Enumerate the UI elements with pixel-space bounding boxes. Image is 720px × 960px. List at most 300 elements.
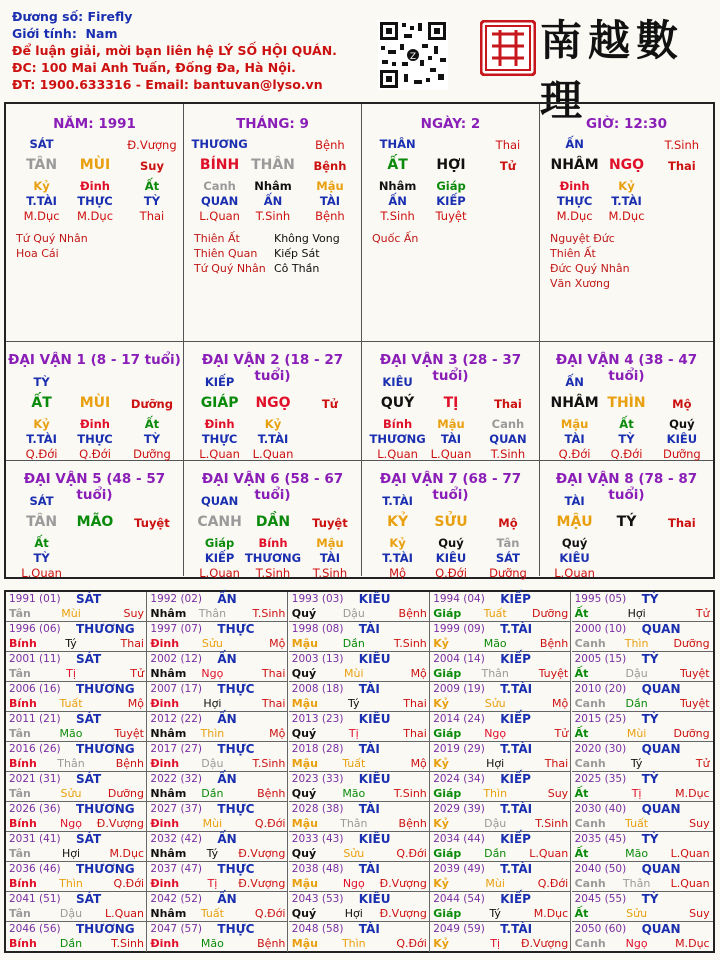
year-cell [6, 922, 147, 952]
year-phase: Mộ [269, 637, 286, 650]
year-cell [572, 652, 713, 682]
pillar-cell [540, 104, 713, 342]
hidden-phase: M.Dục [76, 209, 114, 223]
hidden-phase: L.Quan [21, 566, 62, 580]
year-phase: Thai [261, 697, 286, 710]
year-label: 2021 (31) [9, 773, 61, 785]
year-cell [289, 892, 430, 922]
pillar-stem: ẤT [387, 157, 408, 173]
year-phase: Bệnh [539, 637, 569, 650]
hidden-god: TÀI [440, 432, 462, 446]
year-god: SÁT [76, 832, 102, 846]
year-cell [430, 862, 571, 892]
dai-van-god: TỲ [33, 375, 50, 389]
pillar-stem: Tử [499, 159, 516, 173]
dai-van-stem: Tử [321, 397, 338, 411]
year-cell [6, 622, 147, 652]
hidden-god: ẤN [263, 194, 283, 208]
year-label: 1997 (07) [150, 623, 203, 635]
year-god: THƯƠNG [76, 922, 135, 936]
year-god: THỰC [217, 802, 255, 816]
year-branch: Thân [481, 667, 509, 680]
dai-van-god: T.TÀI [382, 494, 413, 508]
year-god: TỲ [641, 652, 659, 666]
year-god: SÁT [76, 712, 102, 726]
year-god: QUAN [641, 862, 681, 876]
hidden-god: T.TÀI [382, 551, 413, 565]
hidden-god: T.TÀI [26, 194, 57, 208]
pillar-stem: NGỌ [608, 157, 645, 173]
year-cell [147, 922, 288, 952]
year-stem: Bính [9, 637, 37, 650]
year-label: 2028 (38) [291, 803, 344, 815]
dai-van-god: KIẾP [204, 375, 235, 389]
hidden-phase: Dưỡng [489, 566, 527, 580]
year-branch: Tý [630, 757, 643, 770]
chart-grid [4, 102, 715, 579]
year-phase: Đ.Vượng [379, 877, 427, 890]
year-branch: Tị [207, 877, 218, 890]
year-stem: Tân [9, 907, 31, 920]
year-cell [572, 802, 713, 832]
year-cell [430, 652, 571, 682]
year-stem: Giáp [433, 787, 462, 800]
star-item: Không Vong [274, 232, 340, 245]
year-phase: Tuyệt [679, 667, 710, 680]
year-god: TÀI [358, 862, 380, 876]
year-phase: Bệnh [257, 787, 286, 800]
dai-van-stem: SỬU [434, 514, 468, 530]
year-phase: Mộ [410, 757, 427, 770]
year-phase: M.Dục [675, 787, 710, 800]
dai-van-god: ẤN [565, 375, 584, 389]
year-branch: Ngọ [201, 667, 224, 680]
pillar-stem: THÂN [251, 157, 295, 173]
year-phase: Bệnh [398, 817, 427, 830]
year-phase: Suy [689, 907, 710, 920]
year-branch: Tý [489, 907, 501, 920]
year-cell [430, 832, 571, 862]
svg-text:Z: Z [409, 52, 417, 62]
year-god: THƯƠNG [76, 682, 135, 696]
year-branch: Hợi [203, 697, 222, 710]
pillar-cell [184, 104, 362, 342]
year-god: THƯƠNG [76, 802, 135, 816]
year-label: 1994 (04) [433, 593, 485, 605]
year-phase: Bệnh [398, 607, 427, 620]
dai-van-god: KIÊU [382, 375, 413, 389]
pillar-god: ẤN [565, 137, 584, 151]
hidden-phase: T.Sinh [312, 566, 348, 580]
year-label: 2020 (30) [574, 743, 627, 755]
year-god: SÁT [76, 772, 102, 786]
dai-van-title: ĐẠI VẬN 7 (68 - 77 tuổi) [379, 471, 522, 503]
year-cell [147, 712, 288, 742]
year-cell [430, 742, 571, 772]
year-god: KIÊU [358, 772, 391, 786]
year-label: 2045 (55) [574, 893, 627, 905]
dai-van-god: TÀI [564, 494, 585, 508]
year-phase: L.Quan [670, 847, 710, 860]
year-cell [289, 652, 430, 682]
star-list [372, 231, 418, 246]
year-god: QUAN [641, 742, 681, 756]
hidden-god: TỲ [143, 194, 161, 208]
year-cell [430, 682, 571, 712]
year-stem: Ất [574, 907, 589, 920]
year-branch: Dần [484, 847, 507, 860]
year-branch: Thân [198, 607, 227, 620]
dai-van-cell [184, 461, 362, 580]
year-cell [6, 742, 147, 772]
hidden-stem: Bính [258, 536, 288, 550]
year-branch: Mùi [626, 727, 647, 740]
year-stem: Kỷ [433, 817, 449, 830]
year-label: 1996 (06) [9, 623, 61, 635]
year-branch: Thân [622, 877, 651, 890]
year-cell [289, 922, 430, 952]
year-god: KIÊU [358, 712, 391, 726]
year-stem: Kỷ [433, 697, 449, 710]
year-label: 2010 (20) [574, 683, 627, 695]
year-phase: M.Dục [109, 847, 144, 860]
year-stem: Ất [574, 787, 589, 800]
hidden-stem: Đinh [559, 179, 590, 193]
hidden-god: KIÊU [666, 432, 698, 446]
year-stem: Giáp [433, 907, 462, 920]
hidden-phase: L.Quan [199, 566, 240, 580]
year-stem: Quý [291, 847, 317, 860]
star-item: Quốc Ấn [372, 232, 419, 245]
year-cell [572, 922, 713, 952]
year-label: 2026 (36) [9, 803, 61, 815]
year-cell [430, 772, 571, 802]
year-branch: Hợi [61, 847, 81, 860]
year-label: 2014 (24) [433, 713, 485, 725]
year-god: KIẾP [500, 832, 531, 846]
year-stem: Bính [9, 817, 37, 830]
hidden-stem: Mậu [437, 417, 465, 431]
year-label: 2031 (41) [9, 833, 61, 845]
year-label: 2036 (46) [9, 863, 61, 875]
pillar-title: THÁNG: 9 [236, 116, 309, 132]
year-stem: Ất [574, 847, 589, 860]
year-phase: Thai [403, 697, 427, 710]
year-cell [289, 682, 430, 712]
year-cell [572, 772, 713, 802]
year-branch: Tuất [483, 607, 507, 620]
year-label: 2004 (14) [433, 653, 485, 665]
year-cell [6, 682, 147, 712]
star-list [550, 231, 630, 291]
year-label: 2039 (49) [433, 863, 485, 875]
year-label: 2015 (25) [574, 713, 627, 725]
hidden-stem: Ất [144, 417, 160, 431]
year-phase: Q.Đới [396, 847, 427, 860]
year-label: 2050 (60) [574, 923, 627, 935]
person-name: Đương số: Firefly [12, 9, 133, 24]
year-stem: Kỷ [433, 877, 449, 890]
hidden-stem: Kỷ [264, 417, 282, 431]
year-cell [147, 622, 288, 652]
year-phase: Bệnh [257, 937, 286, 950]
dai-van-stem: Mộ [498, 516, 518, 530]
star-item: Kiếp Sát [274, 247, 320, 260]
dai-van-title: ĐẠI VẬN 2 (18 - 27 tuổi) [201, 352, 344, 384]
pillar-god: THÂN [379, 137, 416, 151]
year-branch: Tuất [59, 697, 83, 710]
year-stem: Canh [574, 637, 606, 650]
hidden-god: THƯƠNG [369, 432, 426, 446]
year-god: T.TÀI [500, 922, 533, 936]
year-branch: Mão [59, 727, 83, 740]
year-label: 2005 (15) [574, 653, 627, 665]
year-branch: Dậu [484, 817, 507, 830]
year-label: 2040 (50) [574, 863, 627, 875]
hidden-god: THỰC [77, 194, 113, 208]
year-god: THỰC [217, 682, 255, 696]
hidden-stem: Ất [619, 417, 634, 431]
dai-van-title: ĐẠI VẬN 1 (8 - 17 tuổi) [8, 352, 181, 368]
year-cell [147, 742, 288, 772]
hidden-phase: L.Quan [430, 447, 472, 461]
year-branch: Dần [625, 697, 648, 710]
qr-code-icon [378, 20, 448, 90]
year-label: 2006 (16) [9, 683, 61, 695]
year-stem: Canh [574, 757, 606, 770]
year-phase: Suy [123, 607, 144, 620]
hidden-god: TỲ [33, 551, 50, 565]
hidden-stem: Đinh [80, 179, 110, 193]
year-branch: Mão [200, 937, 224, 950]
year-phase: L.Quan [670, 877, 710, 890]
year-phase: Đ.Vượng [238, 847, 286, 860]
year-god: KIÊU [358, 832, 391, 846]
year-label: 2042 (52) [150, 893, 203, 905]
year-phase: Đ.Vượng [96, 817, 144, 830]
year-stem: Mậu [291, 877, 318, 890]
year-branch: Mùi [61, 607, 81, 620]
hidden-phase: T.Sinh [490, 447, 526, 461]
year-label: 2038 (48) [291, 863, 344, 875]
year-stem: Bính [9, 937, 37, 950]
year-cell [430, 622, 571, 652]
hidden-god: SÁT [495, 551, 521, 565]
hidden-phase: M.Dục [556, 209, 593, 223]
year-label: 2019 (29) [433, 743, 485, 755]
year-label: 2016 (26) [9, 743, 61, 755]
pillar-stem: BÍNH [199, 157, 240, 173]
year-branch: Sửu [201, 637, 223, 650]
year-stem: Giáp [433, 607, 462, 620]
year-god: KIẾP [500, 652, 531, 666]
brand-title: 南越數理 [540, 16, 685, 125]
year-cell [572, 892, 713, 922]
year-stem: Bính [9, 757, 37, 770]
hidden-phase: Q.Đới [558, 447, 591, 461]
year-branch: Mùi [344, 667, 364, 680]
year-cell [430, 592, 571, 622]
year-god: ẤN [217, 832, 237, 846]
star-list [16, 231, 88, 261]
year-branch: Thân [57, 757, 85, 770]
year-stem: Tân [9, 727, 31, 740]
year-stem: Nhâm [150, 847, 187, 860]
dai-van-stem: MÃO [76, 514, 114, 530]
hidden-god: TỲ [618, 432, 635, 446]
year-stem: Mậu [291, 637, 318, 650]
year-stem: Bính [9, 697, 37, 710]
year-god: TỲ [641, 832, 659, 846]
dai-van-stem: TỊ [443, 395, 459, 411]
year-cell [6, 892, 147, 922]
year-phase: T.Sinh [393, 637, 427, 650]
pillar-stem: NHÂM [550, 157, 599, 173]
hidden-stem: Nhâm [378, 179, 417, 193]
dai-van-cell [184, 342, 362, 461]
hidden-phase: T.Sinh [255, 566, 291, 580]
year-cell [289, 592, 430, 622]
hidden-stem: Nhâm [254, 179, 292, 193]
hidden-phase: Q.Đới [25, 447, 58, 461]
pillar-cell [6, 104, 184, 342]
dai-van-stem: TÂN [26, 514, 58, 530]
year-phase: Dưỡng [673, 727, 710, 740]
year-branch: Hợi [344, 907, 363, 920]
hidden-stem: Kỷ [618, 179, 635, 193]
year-god: ẤN [217, 772, 237, 786]
year-phase: Q.Đới [254, 817, 286, 830]
year-branch: Thìn [59, 877, 83, 890]
year-branch: Tuất [625, 817, 649, 830]
pillar-phase: T.Sinh [664, 138, 700, 152]
year-stem: Nhâm [150, 787, 187, 800]
dai-van-stem: Thai [494, 397, 522, 411]
year-branch: Tị [66, 667, 76, 680]
year-god: QUAN [641, 682, 681, 696]
star-list [194, 231, 266, 276]
year-branch: Mão [625, 847, 649, 860]
hidden-phase: M.Dục [23, 209, 60, 223]
year-label: 2037 (47) [150, 863, 203, 875]
year-branch: Thân [340, 817, 368, 830]
year-stem: Mậu [291, 757, 318, 770]
hidden-phase: L.Quan [554, 566, 595, 580]
dai-van-title: ĐẠI VẬN 4 (38 - 47 tuổi) [555, 352, 698, 384]
year-god: QUAN [641, 802, 681, 816]
hidden-phase: Q.Đới [79, 447, 111, 461]
year-stem: Đinh [150, 637, 180, 650]
pillar-stem: Bệnh [313, 159, 347, 173]
dai-van-stem: THÌN [607, 395, 646, 411]
year-branch: Mão [342, 787, 366, 800]
hidden-phase: Tuyệt [435, 209, 467, 223]
year-cell [6, 652, 147, 682]
year-branch: Mùi [485, 877, 505, 890]
hidden-phase: Q.Đới [610, 447, 643, 461]
year-label: 1993 (03) [291, 593, 344, 605]
dai-van-cell [362, 342, 540, 461]
pillar-title: NGÀY: 2 [420, 116, 481, 132]
dai-van-stem: GIÁP [200, 395, 239, 411]
year-branch: Dậu [342, 607, 365, 620]
year-cell [289, 862, 430, 892]
year-god: TÀI [358, 922, 380, 936]
pillar-stem: HỢI [436, 157, 466, 173]
year-label: 2033 (43) [291, 833, 344, 845]
year-phase: M.Dục [675, 937, 710, 950]
hidden-stem: Ất [144, 179, 160, 193]
dai-van-cell [6, 342, 184, 461]
pillar-god: SÁT [29, 137, 54, 151]
pillar-title: NĂM: 1991 [53, 116, 136, 132]
year-god: TỲ [641, 712, 659, 726]
star-item: Thiên Ất [550, 247, 596, 260]
star-item: Đức Quý Nhân [550, 262, 630, 275]
pillar-phase: Thai [495, 138, 521, 152]
dai-van-stem: CANH [197, 514, 242, 530]
year-cell [572, 742, 713, 772]
year-phase: Đ.Vượng [379, 907, 427, 920]
year-label: 2023 (33) [291, 773, 344, 785]
year-label: 2000 (10) [574, 623, 627, 635]
year-stem: Đinh [150, 937, 180, 950]
dai-van-stem: TÝ [616, 514, 637, 530]
year-stem: Quý [291, 727, 317, 740]
year-cell [6, 832, 147, 862]
year-god: QUAN [641, 622, 681, 636]
year-god: THƯƠNG [76, 862, 135, 876]
year-label: 2047 (57) [150, 923, 203, 935]
year-god: KIẾP [500, 772, 531, 786]
dai-van-stem: QUÝ [380, 395, 415, 411]
year-phase: Tử [695, 757, 710, 770]
dai-van-cell [6, 461, 184, 580]
year-cell [147, 892, 288, 922]
dai-van-stem: Tuyệt [134, 516, 170, 530]
dai-van-stem: Thai [667, 516, 696, 530]
year-stem: Bính [9, 877, 37, 890]
year-branch: Dậu [59, 907, 83, 920]
year-branch: Thìn [200, 727, 225, 740]
year-label: 2044 (54) [433, 893, 485, 905]
hidden-stem: Ất [34, 536, 49, 550]
dai-van-stem: DẦN [255, 514, 291, 530]
year-stem: Ất [574, 607, 589, 620]
year-phase: Mộ [551, 697, 569, 710]
year-cell [289, 742, 430, 772]
year-god: KIÊU [358, 652, 391, 666]
year-cell [289, 832, 430, 862]
year-branch: Ngọ [60, 817, 82, 830]
year-label: 2030 (40) [574, 803, 627, 815]
year-cell [289, 802, 430, 832]
pillar-stem: MÙI [79, 157, 111, 173]
year-phase: Đ.Vượng [238, 877, 286, 890]
year-label: 1992 (02) [150, 593, 203, 605]
dai-van-title: ĐẠI VẬN 5 (48 - 57 tuổi) [23, 471, 166, 503]
year-branch: Tý [65, 637, 77, 650]
year-cell [572, 712, 713, 742]
hidden-phase: Thai [139, 209, 165, 223]
year-stem: Nhâm [150, 607, 187, 620]
year-branch: Sửu [484, 697, 506, 710]
year-god: T.TÀI [500, 622, 533, 636]
year-branch: Sửu [60, 787, 82, 800]
hidden-stem: Mậu [316, 536, 344, 550]
year-phase: Q.Đới [396, 937, 427, 950]
year-phase: Tử [554, 727, 569, 740]
